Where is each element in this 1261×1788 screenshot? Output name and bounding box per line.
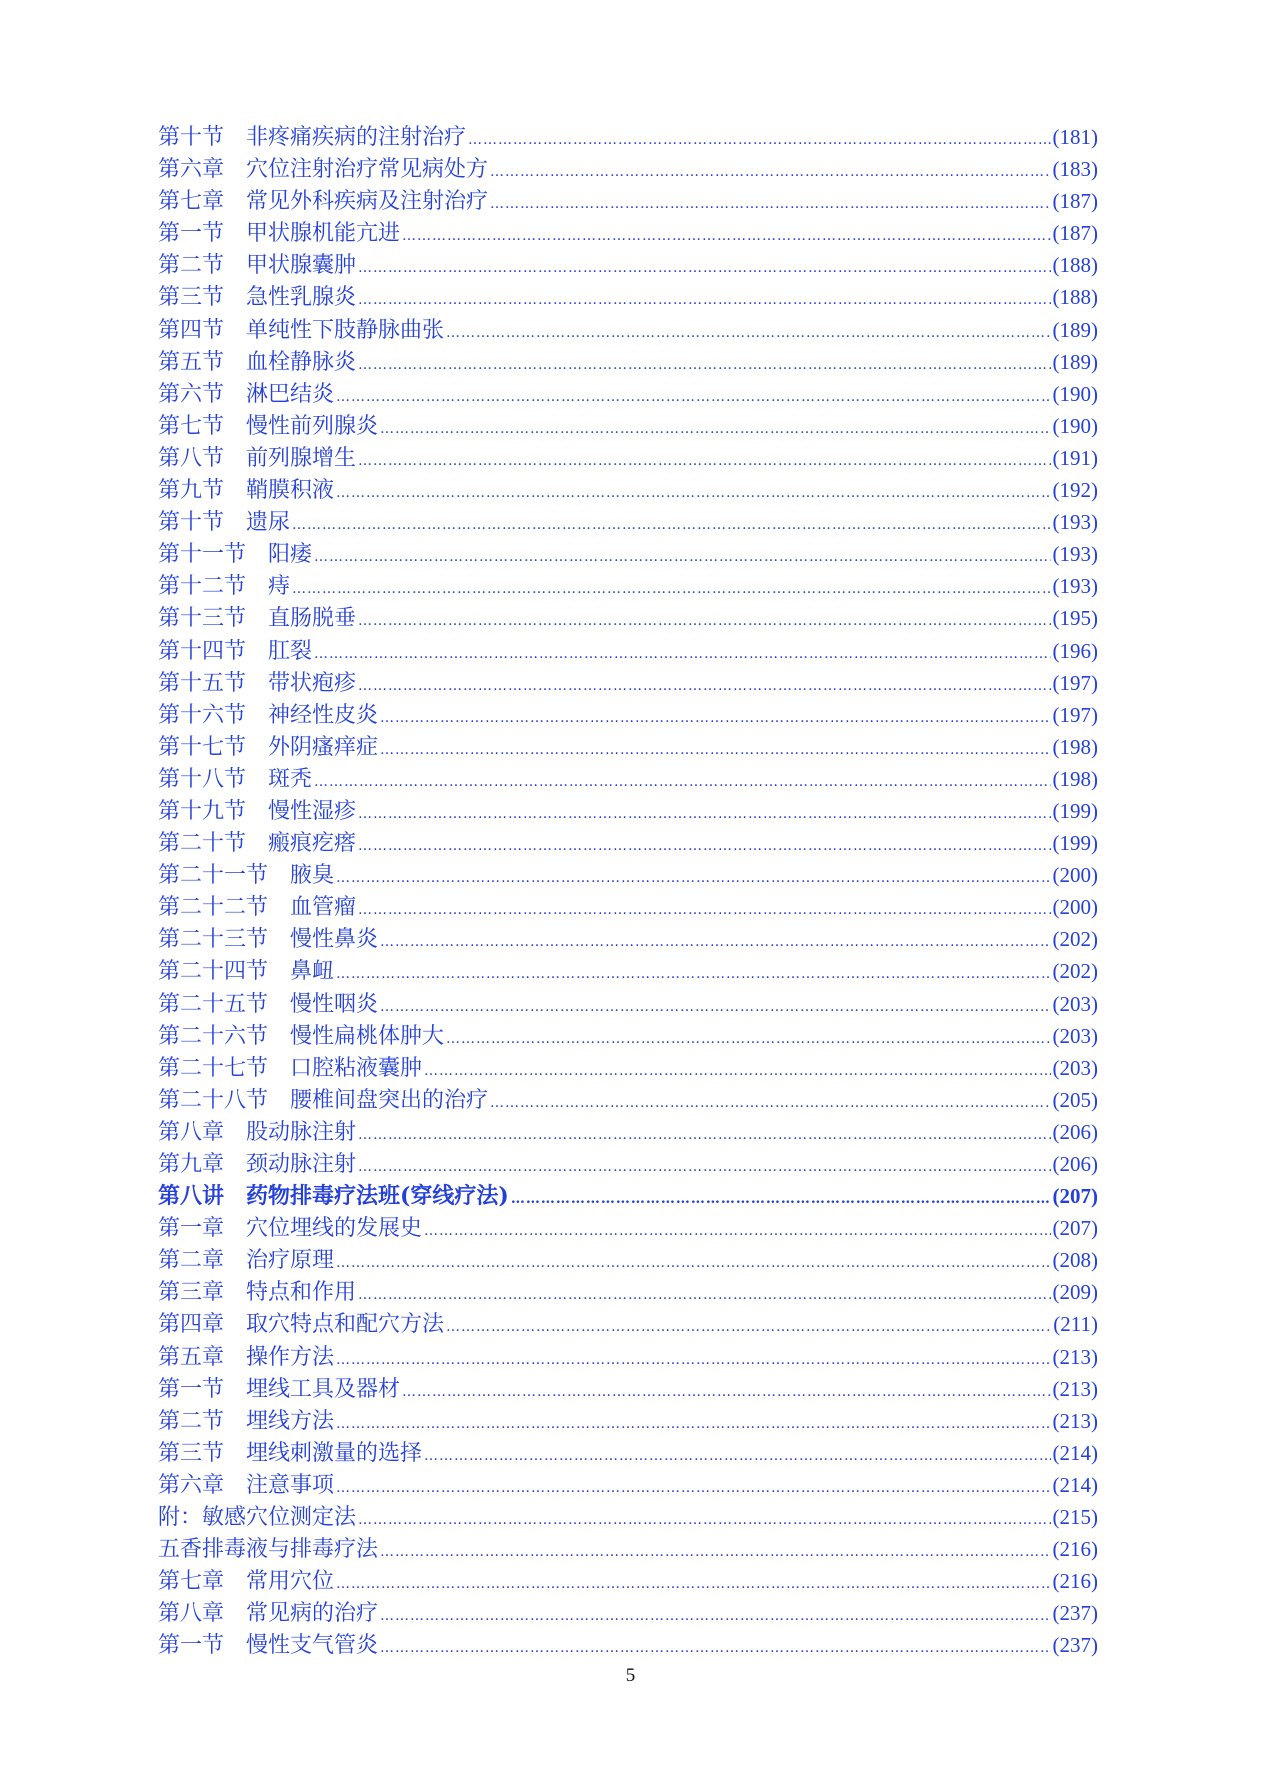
- toc-entry-title: 第十节 非疼痛疾病的注射治疗: [158, 125, 467, 150]
- toc-leader-dots: [380, 991, 1050, 1020]
- toc-entry-title: 第一章 穴位埋线的发展史: [158, 1216, 423, 1242]
- toc-entry-page: (207): [1052, 1216, 1098, 1241]
- toc-leader-dots: [358, 894, 1050, 923]
- toc-entry-title: 第五节 血栓静脉炎: [158, 349, 357, 375]
- toc-leader-dots: [490, 156, 1050, 185]
- toc-leader-dots: [446, 317, 1050, 346]
- toc-leader-dots: [358, 1151, 1050, 1180]
- toc-leader-dots: [446, 1311, 1051, 1340]
- toc-entry-page: (193): [1052, 542, 1098, 567]
- toc-leader-dots: [314, 638, 1050, 667]
- toc-entry-page: (209): [1052, 1280, 1098, 1305]
- toc-entry-title: 第七章 常用穴位: [158, 1569, 335, 1595]
- toc-entry-title: 第六节 淋巴结炎: [158, 381, 335, 407]
- toc-leader-dots: [424, 1055, 1050, 1084]
- toc-entry[interactable]: [158, 1052, 1098, 1084]
- toc-entry-page: (213): [1052, 1376, 1098, 1401]
- toc-entry[interactable]: [158, 249, 1098, 281]
- toc-entry-title: 第九节 鞘膜积液: [158, 478, 335, 504]
- toc-leader-dots: [358, 830, 1050, 859]
- toc-entry-page: (199): [1052, 798, 1098, 823]
- toc-entry-title: 第二章 治疗原理: [158, 1248, 335, 1274]
- toc-entry-page: (200): [1052, 863, 1098, 888]
- toc-entry-title: 第七节 慢性前列腺炎: [158, 413, 379, 439]
- toc-entry[interactable]: [158, 538, 1098, 570]
- toc-entry-title: 五香排毒液与排毒疗法: [158, 1537, 379, 1563]
- toc-entry-title: 附：敏感穴位测定法: [158, 1505, 357, 1531]
- toc-leader-dots: [314, 541, 1050, 570]
- toc-entry[interactable]: [158, 506, 1098, 538]
- toc-entry[interactable]: [158, 281, 1098, 313]
- toc-entry-title: 第八章 常见病的治疗: [158, 1601, 379, 1627]
- toc-entry[interactable]: [158, 1597, 1098, 1629]
- toc-entry[interactable]: [158, 795, 1098, 827]
- toc-leader-dots: [402, 220, 1050, 249]
- toc-entry[interactable]: [158, 635, 1098, 667]
- toc-leader-dots: [336, 1344, 1050, 1373]
- toc-entry-title: 第二十八节 腰椎间盘突出的治疗: [158, 1087, 489, 1113]
- toc-entry-page: (237): [1052, 1633, 1098, 1658]
- toc-entry-title: 第二十七节 口腔粘液囊肿: [158, 1055, 423, 1081]
- toc-entry[interactable]: [158, 1533, 1098, 1565]
- toc-entry[interactable]: [158, 1629, 1098, 1661]
- toc-entry[interactable]: [158, 570, 1098, 602]
- toc-entry-title: 第三章 特点和作用: [158, 1280, 357, 1306]
- toc-entry[interactable]: [158, 346, 1098, 378]
- toc-leader-dots: [358, 349, 1050, 378]
- page-number: 5: [625, 1665, 636, 1686]
- toc-entry-page: (203): [1052, 1023, 1098, 1048]
- toc-entry-title: 第二十节 瘢痕疙瘩: [158, 831, 357, 857]
- toc-entry-title: 第四章 取穴特点和配穴方法: [158, 1312, 445, 1338]
- toc-entry-title: 第八节 前列腺增生: [158, 445, 357, 471]
- toc-entry-page: (190): [1052, 413, 1098, 438]
- toc-entry-title: 第二十六节 慢性扁桃体肿大: [158, 1023, 445, 1049]
- toc-entry-page: (214): [1052, 1440, 1098, 1465]
- toc-entry[interactable]: [158, 1084, 1098, 1116]
- toc-entry[interactable]: [158, 827, 1098, 859]
- toc-leader-dots: [358, 1119, 1050, 1148]
- toc-entry-page: (206): [1052, 1119, 1098, 1144]
- toc-entry-page: (197): [1052, 702, 1098, 727]
- toc-leader-dots: [336, 1408, 1050, 1437]
- toc-entry-page: (189): [1052, 317, 1098, 342]
- toc-entry-page: (199): [1052, 831, 1098, 856]
- toc-entry-page: (183): [1052, 157, 1098, 182]
- table-of-contents: [158, 121, 1098, 1662]
- toc-entry[interactable]: [158, 1469, 1098, 1501]
- toc-entry[interactable]: [158, 410, 1098, 442]
- toc-entry-page: (196): [1052, 638, 1098, 663]
- toc-entry-title: 第六章 穴位注射治疗常见病处方: [158, 157, 489, 183]
- toc-entry[interactable]: [158, 955, 1098, 987]
- toc-leader-dots: [336, 1472, 1050, 1501]
- toc-entry[interactable]: [158, 859, 1098, 891]
- toc-entry-page: (214): [1052, 1472, 1098, 1497]
- toc-entry[interactable]: [158, 1308, 1098, 1340]
- toc-entry-page: (202): [1052, 959, 1098, 984]
- toc-entry-title: 第十九节 慢性湿疹: [158, 798, 357, 824]
- toc-entry-title: 第一节 甲状腺机能亢进: [158, 221, 401, 247]
- toc-entry-title: 第十六节 神经性皮炎: [158, 702, 379, 728]
- toc-entry-page: (216): [1052, 1537, 1098, 1562]
- toc-entry[interactable]: [158, 1501, 1098, 1533]
- toc-leader-dots: [424, 1440, 1050, 1469]
- toc-entry-page: (188): [1052, 285, 1098, 310]
- toc-entry-title: 第十五节 带状疱疹: [158, 670, 357, 696]
- toc-entry-title: 第五章 操作方法: [158, 1344, 335, 1370]
- toc-entry[interactable]: [158, 602, 1098, 634]
- toc-leader-dots: [490, 1087, 1050, 1116]
- toc-leader-dots: [336, 381, 1050, 410]
- toc-entry-title: 第一节 慢性支气管炎: [158, 1633, 379, 1659]
- toc-entry[interactable]: [158, 121, 1098, 153]
- toc-leader-dots: [358, 445, 1050, 474]
- toc-entry[interactable]: [158, 731, 1098, 763]
- toc-leader-dots: [446, 1023, 1050, 1052]
- toc-leader-dots: [358, 284, 1050, 313]
- toc-entry-page: (187): [1052, 221, 1098, 246]
- toc-entry-title: 第十八节 斑秃: [158, 766, 313, 792]
- toc-entry-page: (206): [1052, 1152, 1098, 1176]
- toc-entry-page: (205): [1052, 1087, 1098, 1112]
- toc-leader-dots: [358, 670, 1050, 699]
- toc-entry-page: (213): [1052, 1408, 1098, 1433]
- toc-entry-page: (213): [1052, 1344, 1098, 1369]
- toc-entry-title: 第二节 甲状腺囊肿: [158, 253, 357, 279]
- toc-entry[interactable]: [158, 185, 1098, 217]
- toc-entry-page: (211): [1053, 1312, 1098, 1337]
- toc-entry-title: 第十七节 外阴瘙痒症: [158, 734, 379, 760]
- toc-entry[interactable]: [158, 442, 1098, 474]
- toc-leader-dots: [292, 509, 1050, 538]
- toc-entry-page: (193): [1052, 574, 1098, 599]
- toc-entry-title: 第六章 注意事项: [158, 1472, 335, 1498]
- toc-leader-dots: [358, 798, 1050, 827]
- toc-entry-title: 第十四节 肛裂: [158, 638, 313, 664]
- toc-leader-dots: [380, 926, 1050, 955]
- toc-entry-title: 第二十三节 慢性鼻炎: [158, 927, 379, 953]
- toc-entry[interactable]: [158, 1212, 1098, 1244]
- toc-entry-page: (188): [1052, 253, 1098, 278]
- toc-entry-page: (195): [1052, 606, 1098, 631]
- toc-leader-dots: [358, 1504, 1050, 1533]
- toc-entry[interactable]: [158, 153, 1098, 185]
- toc-leader-dots: [380, 413, 1050, 442]
- toc-leader-dots: [511, 1183, 1051, 1212]
- toc-leader-dots: [358, 605, 1050, 634]
- toc-entry-page: (202): [1052, 927, 1098, 952]
- toc-leader-dots: [402, 1376, 1050, 1405]
- toc-entry[interactable]: [158, 699, 1098, 731]
- toc-entry-page: (198): [1052, 734, 1098, 759]
- toc-entry-page: (200): [1052, 895, 1098, 920]
- toc-leader-dots: [314, 766, 1050, 795]
- toc-entry-page: (203): [1052, 991, 1098, 1016]
- toc-entry-page: (216): [1052, 1569, 1098, 1594]
- toc-leader-dots: [358, 1279, 1050, 1308]
- toc-entry-title: 第二十四节 鼻衄: [158, 959, 335, 985]
- toc-entry[interactable]: [158, 1148, 1098, 1180]
- toc-entry-page: (198): [1052, 766, 1098, 791]
- toc-entry-title: 第三节 埋线刺激量的选择: [158, 1440, 423, 1466]
- toc-entry-title: 第十节 遗尿: [158, 510, 291, 536]
- toc-leader-dots: [380, 1632, 1050, 1661]
- toc-leader-dots: [424, 1215, 1050, 1244]
- toc-entry-title: 第十三节 直肠脱垂: [158, 606, 357, 632]
- toc-entry-page: (181): [1052, 125, 1098, 149]
- toc-leader-dots: [336, 1568, 1050, 1597]
- toc-leader-dots: [490, 188, 1050, 217]
- toc-entry-page: (208): [1052, 1248, 1098, 1273]
- toc-leader-dots: [336, 862, 1050, 891]
- toc-entry-page: (215): [1052, 1505, 1098, 1530]
- toc-entry[interactable]: [158, 217, 1098, 249]
- toc-entry-page: (203): [1052, 1055, 1098, 1080]
- toc-entry[interactable]: [158, 1116, 1098, 1148]
- toc-entry-page: (187): [1052, 189, 1098, 214]
- toc-leader-dots: [380, 1536, 1050, 1565]
- toc-entry[interactable]: [158, 1244, 1098, 1276]
- toc-entry-title: 第四节 单纯性下肢静脉曲张: [158, 317, 445, 343]
- toc-entry-title: 第一节 埋线工具及器材: [158, 1376, 401, 1402]
- toc-entry[interactable]: [158, 667, 1098, 699]
- toc-entry[interactable]: [158, 314, 1098, 346]
- toc-entry[interactable]: [158, 891, 1098, 923]
- toc-leader-dots: [380, 1600, 1050, 1629]
- toc-entry-page: (193): [1052, 510, 1098, 535]
- toc-leader-dots: [336, 958, 1050, 987]
- toc-entry-title: 第二十二节 血管瘤: [158, 895, 357, 921]
- toc-entry-title: 第九章 颈动脉注射: [158, 1152, 357, 1177]
- toc-leader-dots: [292, 573, 1050, 602]
- toc-entry-title: 第三节 急性乳腺炎: [158, 285, 357, 311]
- toc-entry[interactable]: [158, 988, 1098, 1020]
- toc-entry[interactable]: [158, 1565, 1098, 1597]
- toc-entry-page: (192): [1052, 478, 1098, 503]
- toc-entry-page: (189): [1052, 349, 1098, 374]
- toc-entry[interactable]: [158, 1180, 1098, 1212]
- toc-entry[interactable]: [158, 1341, 1098, 1373]
- toc-entry[interactable]: [158, 474, 1098, 506]
- toc-entry[interactable]: [158, 1373, 1098, 1405]
- toc-leader-dots: [380, 734, 1050, 763]
- toc-entry[interactable]: [158, 923, 1098, 955]
- toc-entry-title: 第二节 埋线方法: [158, 1408, 335, 1434]
- toc-entry-title: 第十二节 痔: [158, 574, 291, 600]
- toc-leader-dots: [380, 702, 1050, 731]
- toc-leader-dots: [358, 252, 1050, 281]
- toc-entry-title: 第八章 股动脉注射: [158, 1119, 357, 1145]
- toc-entry-page: (191): [1052, 445, 1098, 470]
- toc-leader-dots: [336, 477, 1050, 506]
- toc-entry[interactable]: [158, 1405, 1098, 1437]
- toc-entry[interactable]: [158, 1276, 1098, 1308]
- toc-leader-dots: [468, 124, 1050, 153]
- toc-entry-title: 第七章 常见外科疾病及注射治疗: [158, 189, 489, 215]
- toc-entry-title: 第八讲 药物排毒疗法班(穿线疗法): [158, 1183, 509, 1210]
- toc-entry[interactable]: [158, 378, 1098, 410]
- toc-entry[interactable]: [158, 1020, 1098, 1052]
- toc-entry-page: (207): [1052, 1184, 1098, 1209]
- toc-entry-page: (190): [1052, 381, 1098, 406]
- toc-entry-title: 第十一节 阳痿: [158, 542, 313, 568]
- toc-entry-page: (237): [1052, 1601, 1098, 1626]
- toc-entry-title: 第二十一节 腋臭: [158, 863, 335, 889]
- toc-entry[interactable]: [158, 763, 1098, 795]
- toc-leader-dots: [336, 1247, 1050, 1276]
- toc-entry[interactable]: [158, 1437, 1098, 1469]
- toc-entry-page: (197): [1052, 670, 1098, 695]
- toc-entry-title: 第二十五节 慢性咽炎: [158, 991, 379, 1017]
